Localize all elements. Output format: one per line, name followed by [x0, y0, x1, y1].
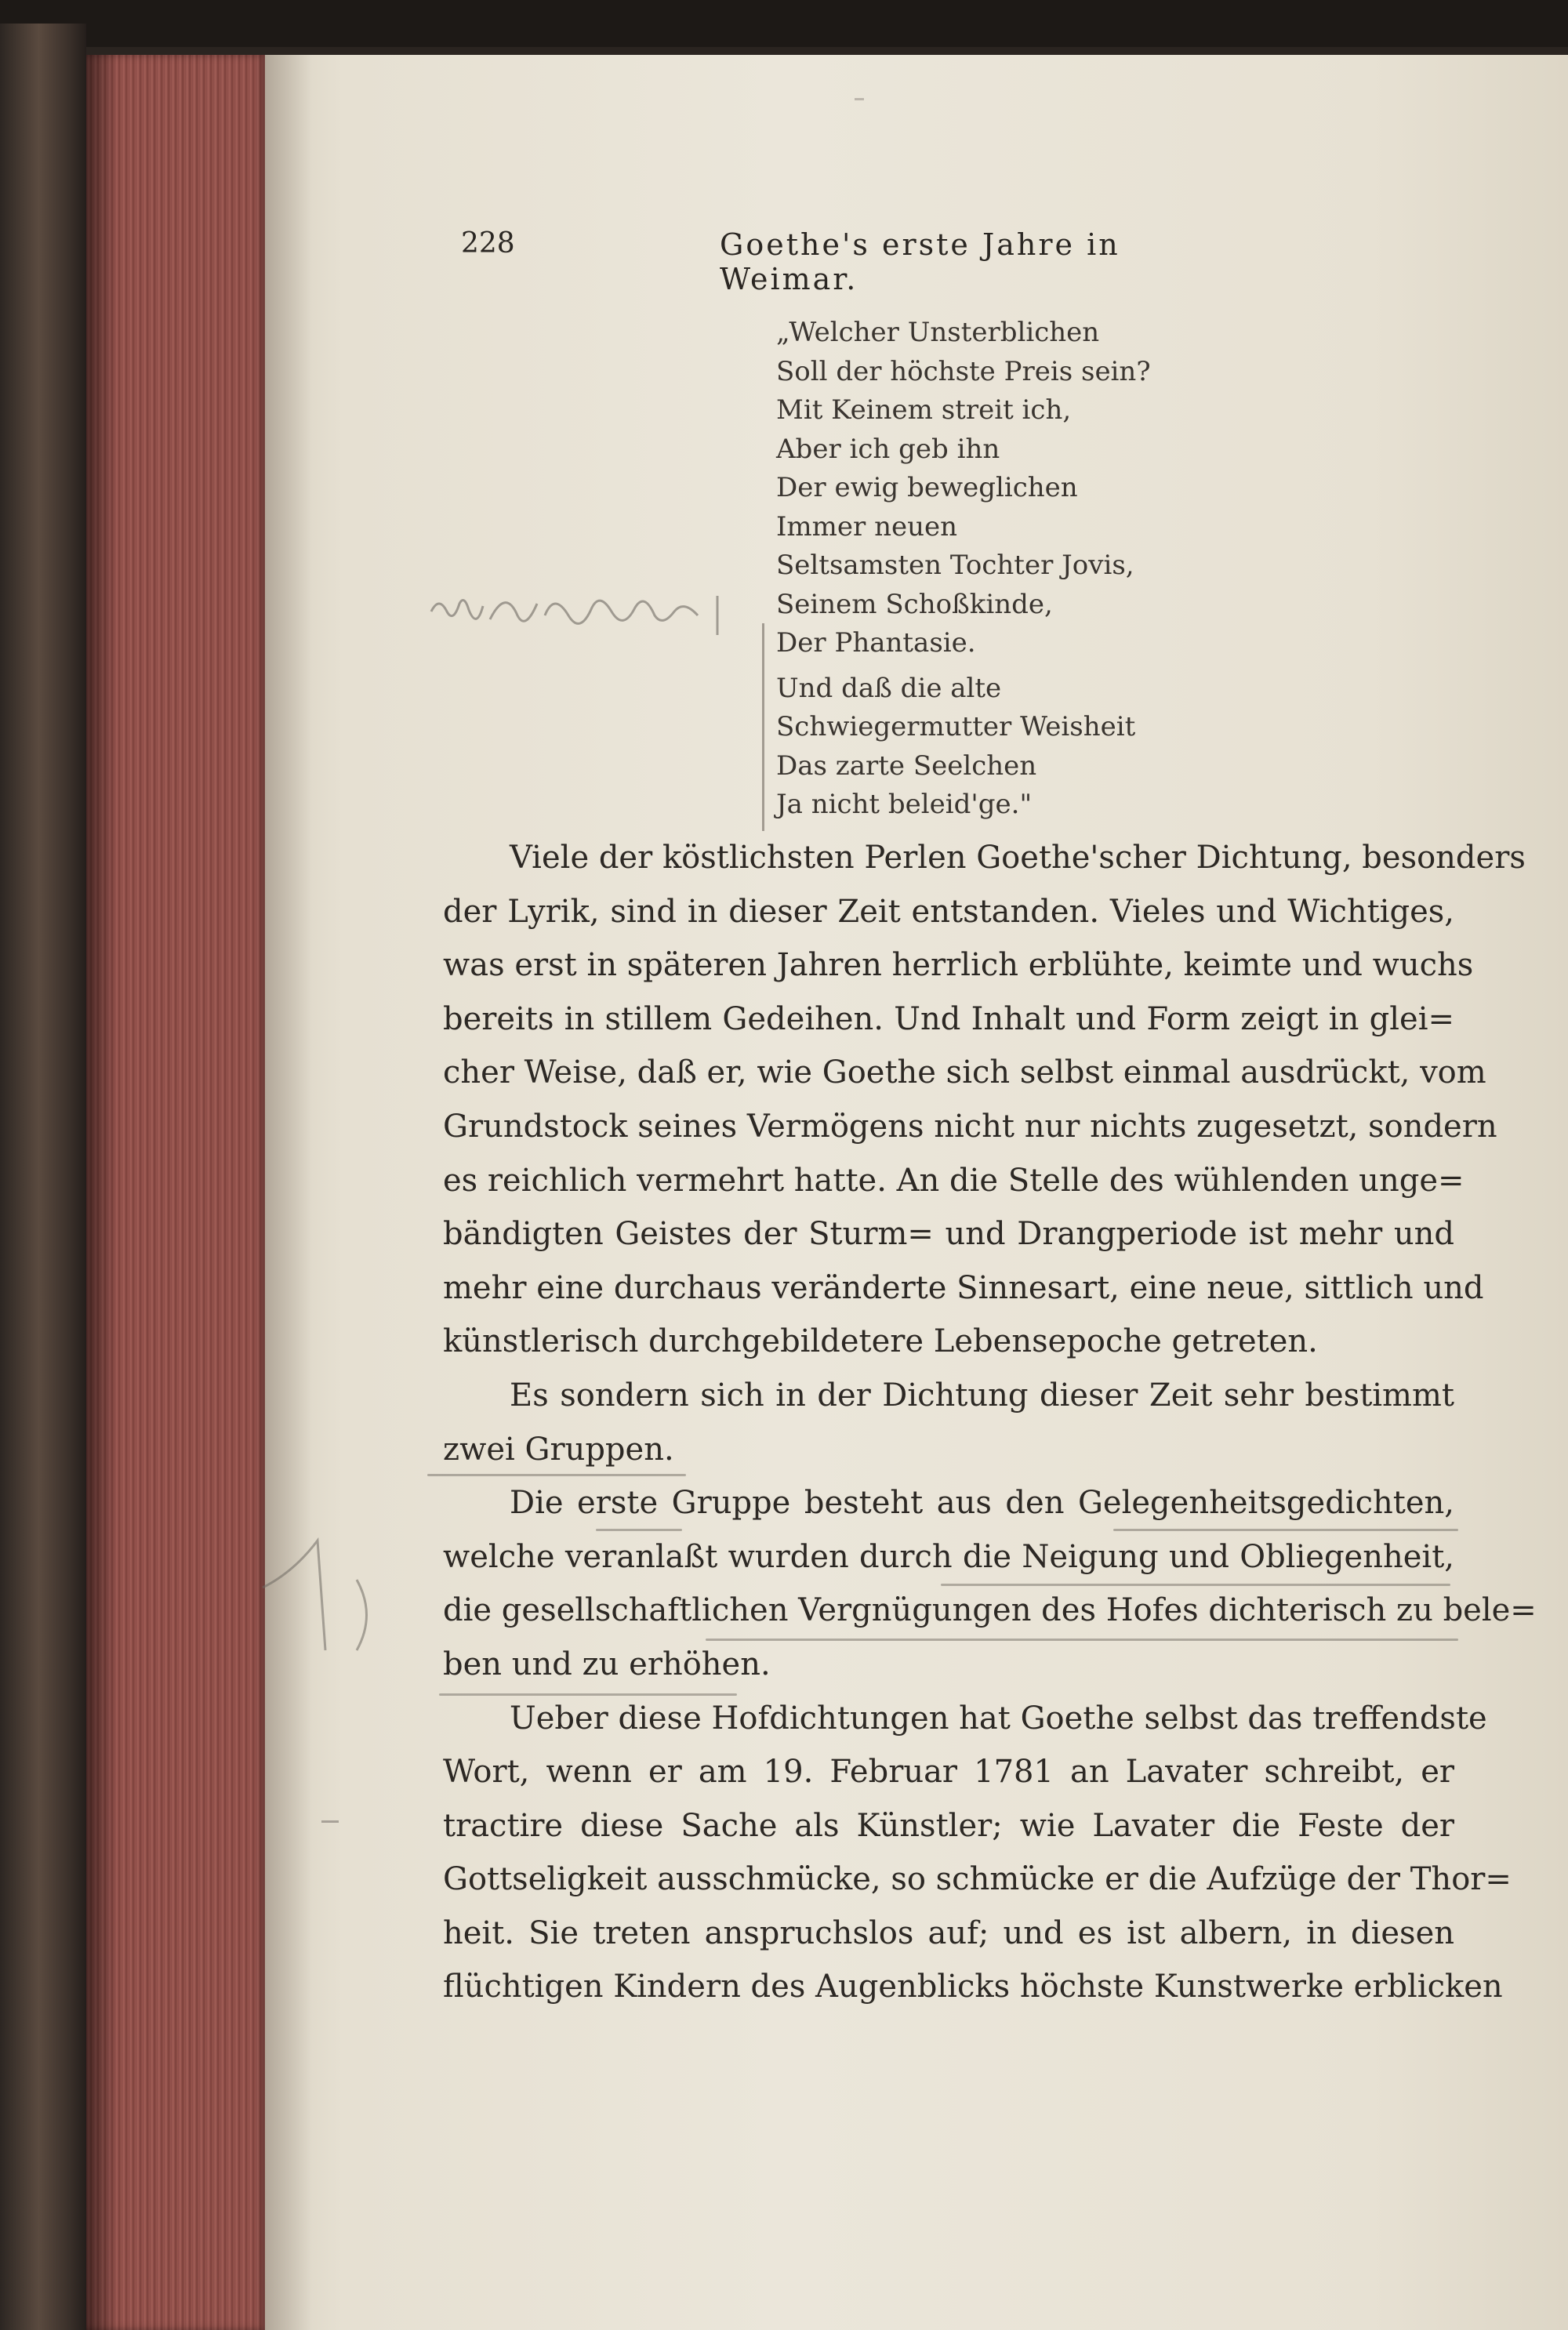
pencil-margin-mark — [255, 1533, 380, 1666]
text-line: was erst in späteren Jahren herrlich erblühte, keimte und wuchs — [443, 947, 1474, 984]
running-title: Goethe's erste Jahre in Weimar. — [720, 227, 1120, 296]
text-line: es reichlich vermehrt hatte. An die Stelle des wühlenden unge= — [443, 1162, 1465, 1199]
poem-line: Der Phantasie. — [776, 627, 976, 659]
poem-line: Der ewig beweglichen — [776, 472, 1078, 503]
pencil-bracket — [762, 623, 775, 831]
edge-shadow — [86, 55, 118, 2330]
pencil-margin-scribble — [427, 580, 741, 651]
text-line: der Lyrik, sind in dieser Zeit entstanden. Vieles und Wichtiges, — [443, 893, 1454, 930]
pencil-dash — [855, 98, 864, 100]
text-line: Wort, wenn er am 19. Februar 1781 an Lavater schreibt, er — [443, 1754, 1454, 1791]
text-line: künstlerisch durchgebildetere Lebensepoche getreten. — [443, 1323, 1318, 1360]
text-line: heit. Sie treten anspruchslos auf; und es ist albern, in diesen — [443, 1914, 1454, 1951]
poem-line: Soll der höchste Preis sein? — [776, 355, 1151, 387]
text-line: Die erste Gruppe besteht aus den Gelegenheitsgedichten, — [510, 1485, 1454, 1522]
poem-line: Seltsamsten Tochter Jovis, — [776, 550, 1134, 581]
poem-line: Das zarte Seelchen — [776, 749, 1037, 782]
text-line: Ueber diese Hofdichtungen hat Goethe selbst das treffendste — [510, 1700, 1487, 1737]
text-line: Grundstock seines Vermögens nicht nur nichts zugesetzt, sondern — [443, 1108, 1497, 1145]
poem-line: Ja nicht beleid'ge." — [776, 789, 1033, 820]
gutter-shadow — [265, 55, 312, 2330]
text-line: Es sondern sich in der Dichtung dieser Zeit sehr bestimmt — [510, 1377, 1454, 1414]
poem-line: Aber ich geb ihn — [776, 433, 1000, 465]
text-line: die gesellschaftlichen Vergnügungen des Hofes dichterisch zu bele= — [443, 1592, 1537, 1629]
poem-line: Seinem Schoßkinde, — [776, 588, 1053, 620]
text-line: bereits in stillem Gedeihen. Und Inhalt und Form zeigt in glei= — [443, 1000, 1454, 1037]
running-head — [461, 227, 1245, 296]
book-cover-edge — [0, 24, 86, 2330]
text-line: bändigten Geistes der Sturm= und Drangperiode ist mehr und — [443, 1216, 1454, 1253]
pencil-underline — [941, 1584, 1450, 1586]
text-line: Gottseligkeit ausschmücke, so schmücke er die Aufzüge der Thor= — [443, 1861, 1512, 1898]
page-number: 228 — [461, 227, 515, 259]
text-line: tractire diese Sache als Künstler; wie Lavater die Feste der — [443, 1807, 1454, 1844]
pencil-underline — [1113, 1529, 1458, 1531]
pencil-underline — [439, 1693, 737, 1696]
text-line: cher Weise, daß er, wie Goethe sich selbst einmal ausdrückt, vom — [443, 1054, 1486, 1091]
text-line: welche veranlaßt wurden durch die Neigung und Obliegenheit, — [443, 1538, 1454, 1575]
text-line: ben und zu erhöhen. — [443, 1646, 771, 1682]
text-line: Viele der köstlichsten Perlen Goethe'scher Dichtung, besonders — [510, 840, 1526, 876]
text-line: flüchtigen Kindern des Augenblicks höchste Kunstwerke erblicken — [443, 1969, 1503, 2005]
poem-line: Schwiegermutter Weisheit — [776, 711, 1136, 742]
text-line: zwei Gruppen. — [443, 1431, 674, 1468]
poem-line: „Welcher Unsterblichen — [776, 317, 1100, 348]
poem-line: Immer neuen — [776, 510, 958, 543]
body-text — [443, 831, 1537, 2014]
poem-line: Und daß die alte — [776, 672, 1002, 704]
background-strip — [0, 0, 1568, 47]
pencil-dash — [321, 1820, 339, 1823]
pencil-underline — [427, 1474, 686, 1476]
pencil-underline — [596, 1529, 682, 1531]
poem-line: Mit Keinem streit ich, — [776, 394, 1072, 426]
poem-block — [776, 314, 1184, 825]
text-line: mehr eine durchaus veränderte Sinnesart, eine neue, sittlich und — [443, 1269, 1484, 1306]
pencil-underline — [706, 1639, 1458, 1641]
